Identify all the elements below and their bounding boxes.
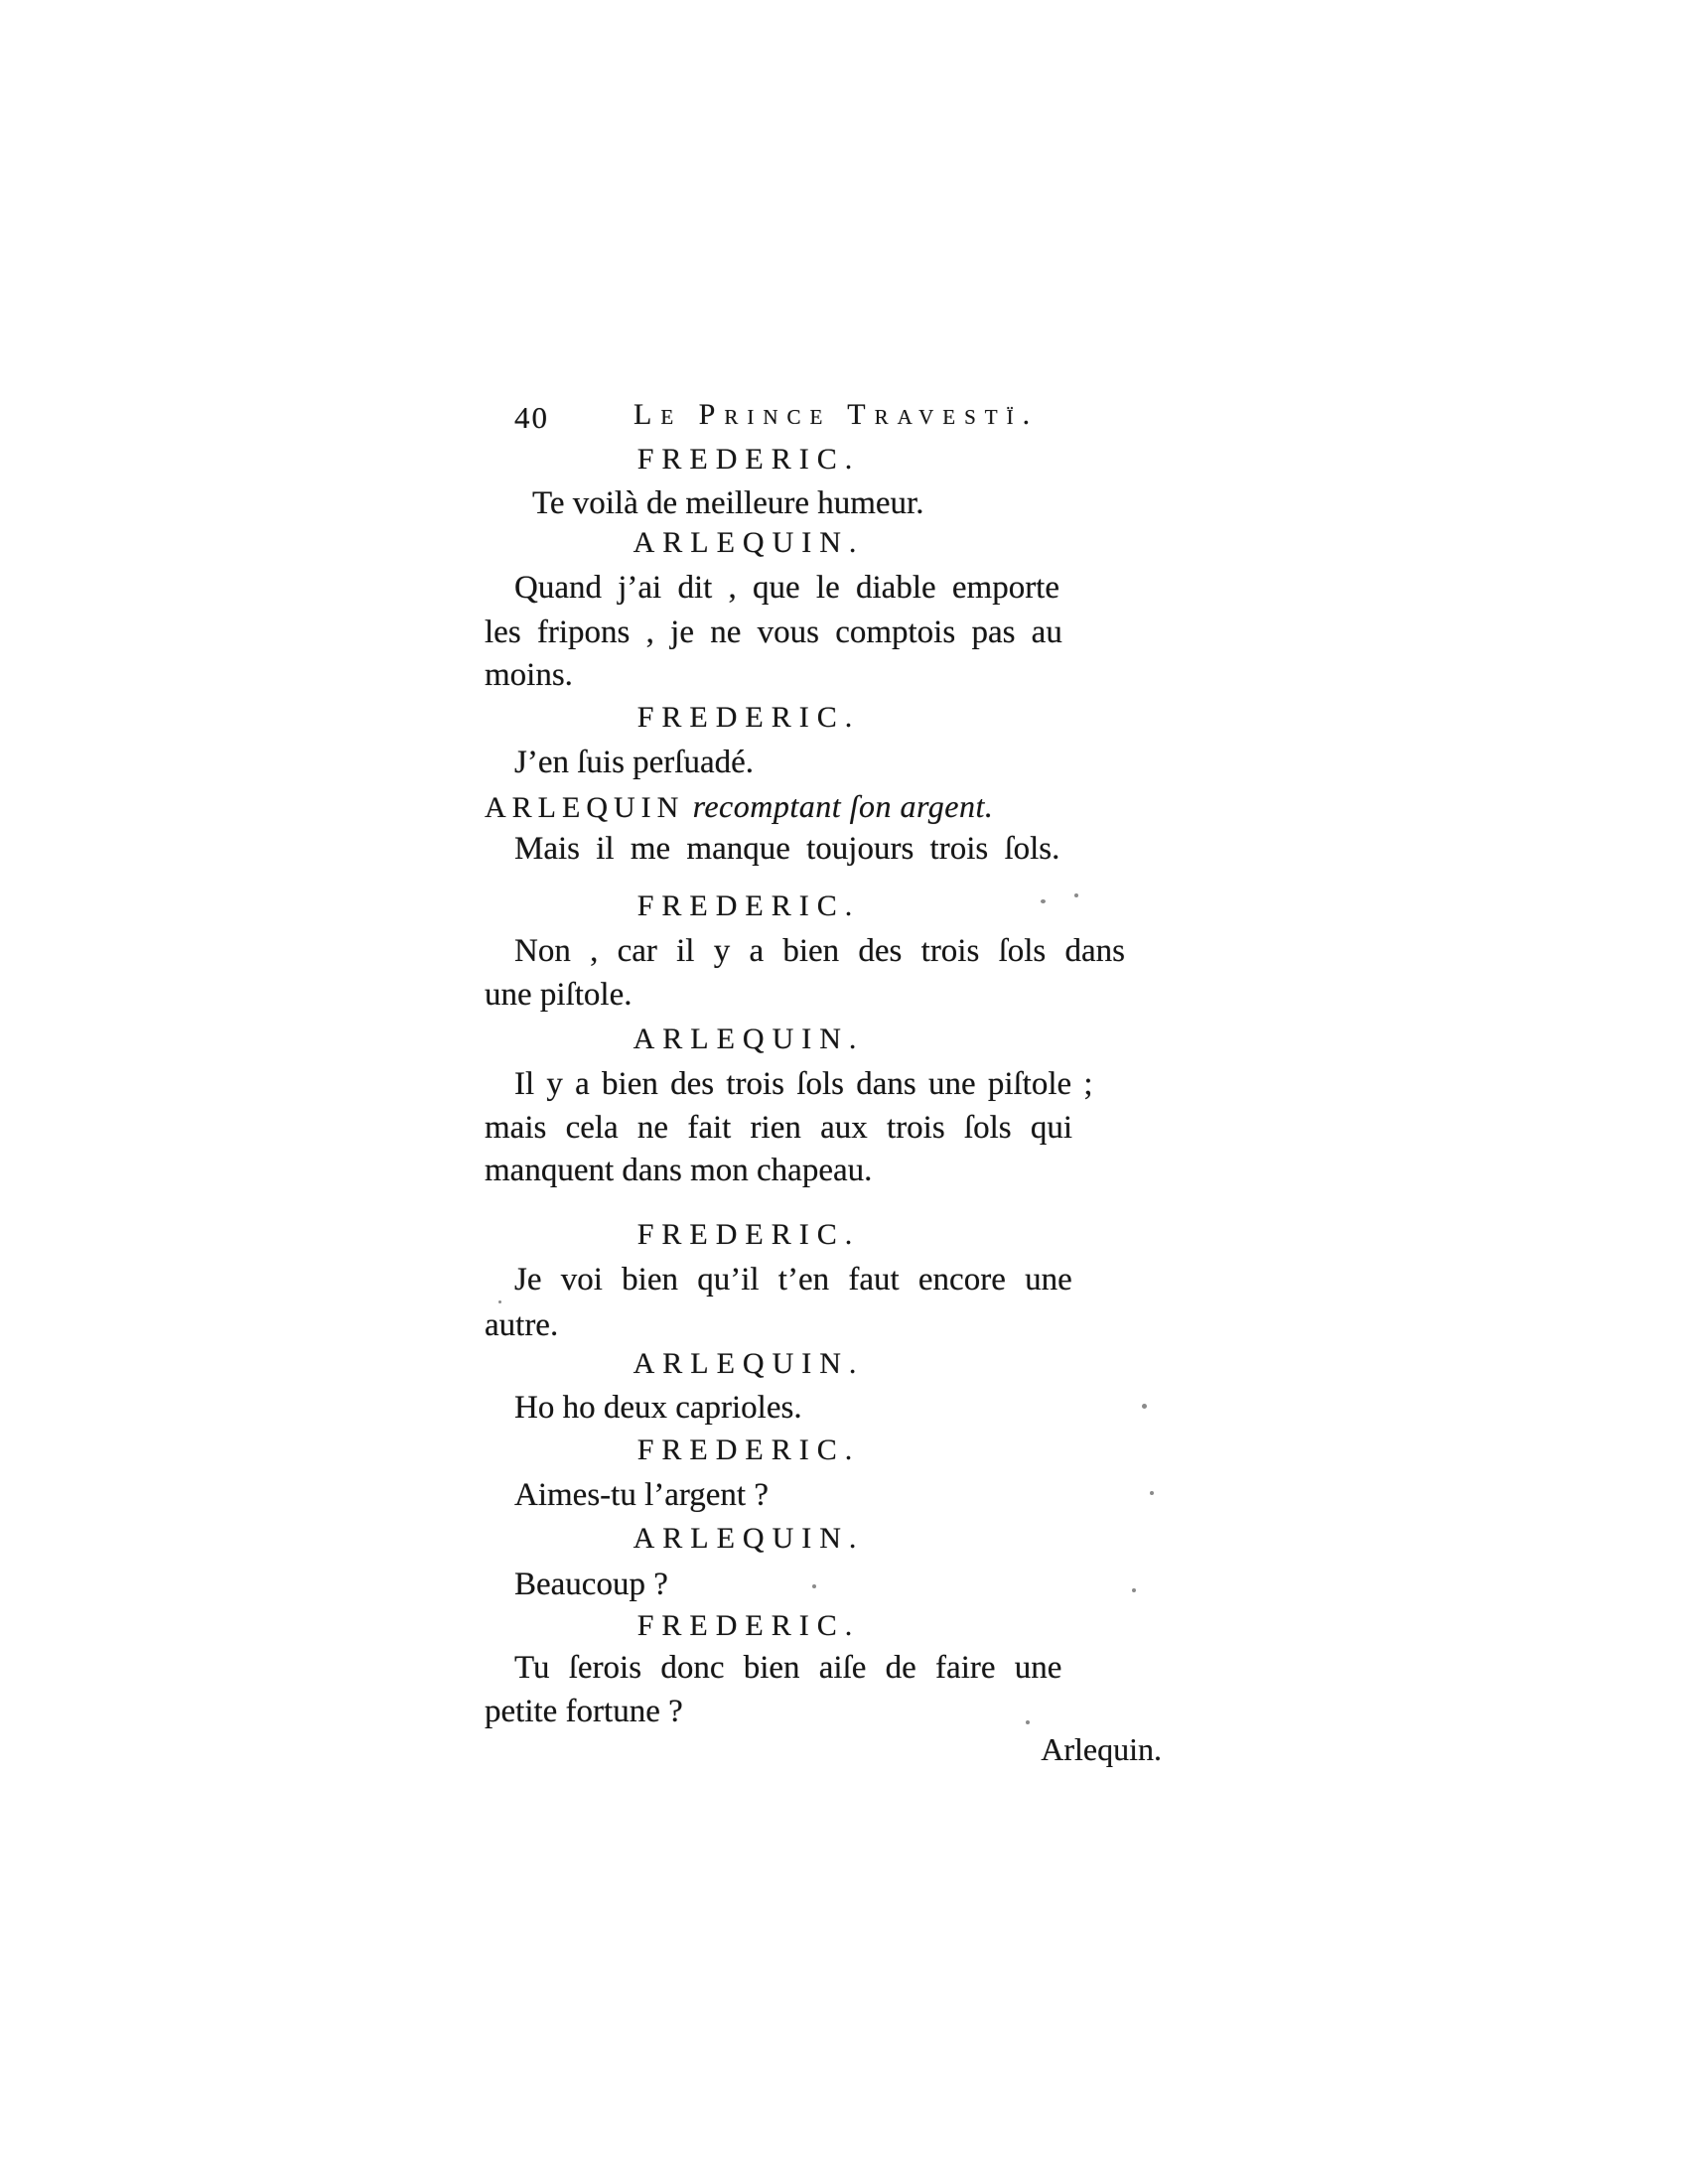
ink-speck <box>1074 893 1078 897</box>
dialogue-line: Ho ho deux caprioles. <box>514 1390 802 1426</box>
dialogue-line: Quand j’ai dit , que le diable emporte <box>514 570 1060 606</box>
dialogue-line: autre. <box>485 1307 559 1343</box>
speaker-heading: FREDERIC. <box>636 1433 861 1466</box>
speaker-heading: FREDERIC. <box>636 701 861 734</box>
dialogue-line: manquent dans mon chapeau. <box>485 1153 873 1188</box>
stage-direction: recomptant ſon argent. <box>692 788 994 824</box>
speaker-heading-with-stage-direction <box>485 788 1162 827</box>
dialogue-line: Aimes-tu l’argent ? <box>514 1477 769 1513</box>
ink-speck <box>1026 1720 1030 1724</box>
speaker-heading: ARLEQUIN. <box>633 1347 865 1380</box>
ink-speck <box>1132 1588 1136 1592</box>
ink-speck <box>1150 1491 1154 1495</box>
dialogue-line: J’en ſuis perſuadé. <box>514 745 755 780</box>
dialogue-line: petite fortune ? <box>485 1694 683 1729</box>
speaker-heading: ARLEQUIN. <box>633 1522 865 1555</box>
running-title: Le Prince Travestï. <box>633 398 1040 431</box>
ink-speck <box>1041 899 1046 903</box>
dialogue-line: mais cela ne fait rien aux trois ſols qui <box>485 1110 1073 1146</box>
ink-speck <box>812 1584 816 1588</box>
speaker-heading: FREDERIC. <box>636 443 861 476</box>
dialogue-line: moins. <box>485 657 573 693</box>
speaker-heading: FREDERIC. <box>636 889 861 922</box>
speaker-heading: ARLEQUIN. <box>633 1023 865 1055</box>
page-number: 40 <box>514 400 549 435</box>
speaker-heading: FREDERIC. <box>636 1218 861 1251</box>
catchword: Arlequin. <box>1041 1731 1162 1767</box>
speaker-heading: FREDERIC. <box>636 1609 861 1642</box>
text-block <box>485 0 1162 2184</box>
dialogue-line: Je voi bien qu’il t’en faut encore une <box>514 1262 1072 1297</box>
dialogue-line: Non , car il y a bien des trois ſols dans <box>514 933 1125 969</box>
ink-speck <box>1142 1404 1147 1409</box>
dialogue-line: Il y a bien des trois ſols dans une piſtole ; <box>514 1066 1093 1102</box>
dialogue-line: Tu ſerois donc bien aiſe de faire une <box>514 1650 1062 1686</box>
ink-speck <box>498 1300 501 1303</box>
speaker-heading: ARLEQUIN. <box>633 526 865 559</box>
dialogue-line: Mais il me manque toujours trois ſols. <box>514 831 1060 867</box>
speaker-name: ARLEQUIN <box>485 791 685 824</box>
dialogue-line: une piſtole. <box>485 977 633 1013</box>
dialogue-line: les fripons , je ne vous comptois pas au <box>485 614 1062 650</box>
dialogue-line: Te voilà de meilleure humeur. <box>532 485 924 521</box>
dialogue-line: Beaucoup ? <box>514 1567 668 1602</box>
